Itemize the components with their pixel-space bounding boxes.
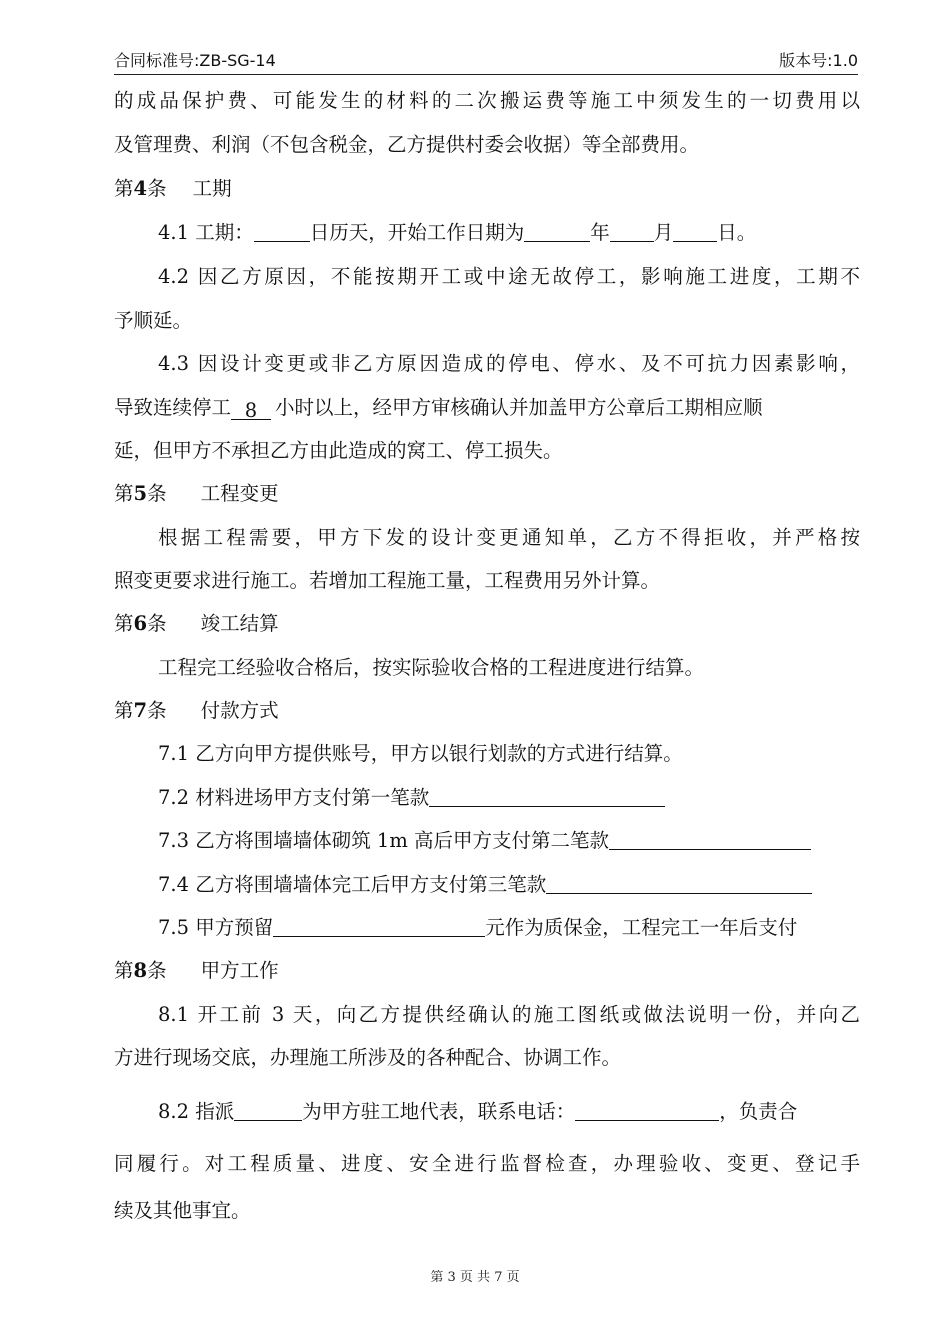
clause-text: 7.3 乙方将围墙墙体砌筑 1m 高后甲方支付第二笔款 [158, 829, 610, 852]
article-prefix: 第 [114, 959, 134, 982]
clause-text: 月 [653, 221, 674, 244]
clause-4-2-line: 予顺延。 [114, 309, 193, 332]
clause-text: ，负责合 [719, 1100, 798, 1123]
clause-text: 元作为质保金，工程完工一年后支付 [485, 916, 798, 939]
clause-8-1-line: 方进行现场交底，办理施工所涉及的各种配合、协调工作。 [114, 1046, 622, 1069]
article-6-line: 工程完工经验收合格后，按实际验收合格的工程进度进行结算。 [158, 656, 705, 679]
article-prefix: 第 [114, 612, 134, 635]
article-number: 5 [133, 482, 148, 505]
article-number: 4 [133, 177, 148, 200]
article-suffix: 条 [147, 699, 167, 722]
article-suffix: 条 [147, 612, 167, 635]
blank-start-day[interactable] [673, 219, 717, 242]
clause-text: 8.2 指派 [158, 1100, 235, 1123]
clause-8-2-line: 同履行。对工程质量、进度、安全进行监督检查，办理验收、变更、登记手 [114, 1152, 860, 1175]
clause-text: 4.1 工期： [158, 221, 254, 244]
blank-stop-hours[interactable]: 8 [231, 397, 271, 420]
clause-7-5 [158, 914, 860, 942]
blank-third-payment[interactable] [546, 871, 812, 894]
article-suffix: 条 [147, 482, 167, 505]
clause-8-1-line: 8.1 开工前 3 天，向乙方提供经确认的施工图纸或做法说明一份，并向乙 [158, 1003, 860, 1026]
blank-duration-days[interactable] [254, 219, 310, 242]
article-title: 付款方式 [200, 699, 279, 722]
clause-7-2 [158, 784, 860, 812]
article-5-line: 根据工程需要，甲方下发的设计变更通知单，乙方不得拒收，并严格按 [158, 526, 860, 549]
paragraph-line: 及管理费、利润（不包含税金，乙方提供村委会收据）等全部费用。 [114, 133, 700, 156]
clause-text: 日。 [717, 221, 757, 244]
article-title: 工期 [192, 177, 232, 200]
article-prefix: 第 [114, 699, 134, 722]
clause-4-3-line [114, 394, 860, 422]
clause-text: 日历天，开始工作日期为 [309, 221, 525, 244]
article-heading-7 [114, 697, 860, 725]
article-heading-8 [114, 957, 860, 985]
paragraph-line: 的成品保护费、可能发生的材料的二次搬运费等施工中须发生的一切费用以 [114, 89, 860, 112]
blank-start-month[interactable] [610, 219, 654, 242]
clause-7-4 [158, 871, 860, 899]
clause-text: 7.2 材料进场甲方支付第一笔款 [158, 786, 430, 809]
article-5-line: 照变更要求进行施工。若增加工程施工量，工程费用另外计算。 [114, 569, 661, 592]
article-prefix: 第 [114, 482, 134, 505]
article-heading-6 [114, 610, 860, 638]
article-suffix: 条 [147, 177, 167, 200]
article-title: 甲方工作 [200, 959, 279, 982]
article-number: 7 [133, 699, 148, 722]
clause-4-2-line: 4.2 因乙方原因，不能按期开工或中途无故停工，影响施工进度，工期不 [158, 265, 860, 288]
article-prefix: 第 [114, 177, 134, 200]
clause-7-1: 7.1 乙方向甲方提供账号，甲方以银行划款的方式进行结算。 [158, 742, 683, 765]
clause-8-2-line [158, 1098, 860, 1126]
article-title: 工程变更 [200, 482, 279, 505]
page-number: 第 3 页 共 7 页 [430, 1270, 520, 1285]
clause-text: 为甲方驻工地代表，联系电话： [302, 1100, 576, 1123]
clause-text: 7.4 乙方将围墙墙体完工后甲方支付第三笔款 [158, 873, 547, 896]
blank-site-representative[interactable] [234, 1098, 302, 1121]
clause-7-3 [158, 827, 860, 855]
article-number: 6 [133, 612, 148, 635]
clause-text: 导致连续停工 [114, 396, 232, 419]
blank-start-year[interactable] [524, 219, 590, 242]
article-suffix: 条 [147, 959, 167, 982]
clause-text: 7.5 甲方预留 [158, 916, 274, 939]
contract-standard-number: 合同标准号:ZB-SG-14 [114, 51, 276, 70]
clause-text: 年 [590, 221, 610, 244]
clause-4-3-line: 4.3 因设计变更或非乙方原因造成的停电、停水、及不可抗力因素影响， [158, 352, 860, 375]
blank-contact-phone[interactable] [575, 1098, 719, 1121]
article-heading-5 [114, 480, 860, 508]
clause-text: 小时以上，经甲方审核确认并加盖甲方公章后工期相应顺 [275, 396, 763, 419]
blank-warranty-amount[interactable] [273, 914, 485, 937]
clause-4-3-line: 延，但甲方不承担乙方由此造成的窝工、停工损失。 [114, 439, 563, 462]
page-header [114, 44, 858, 75]
blank-first-payment[interactable] [429, 784, 665, 807]
version-number: 版本号:1.0 [779, 51, 858, 70]
article-number: 8 [133, 959, 148, 982]
article-title: 竣工结算 [200, 612, 279, 635]
article-heading-4 [114, 175, 860, 203]
clause-4-1 [158, 219, 860, 247]
blank-second-payment[interactable] [609, 827, 811, 850]
clause-8-2-line: 续及其他事宜。 [114, 1199, 251, 1222]
